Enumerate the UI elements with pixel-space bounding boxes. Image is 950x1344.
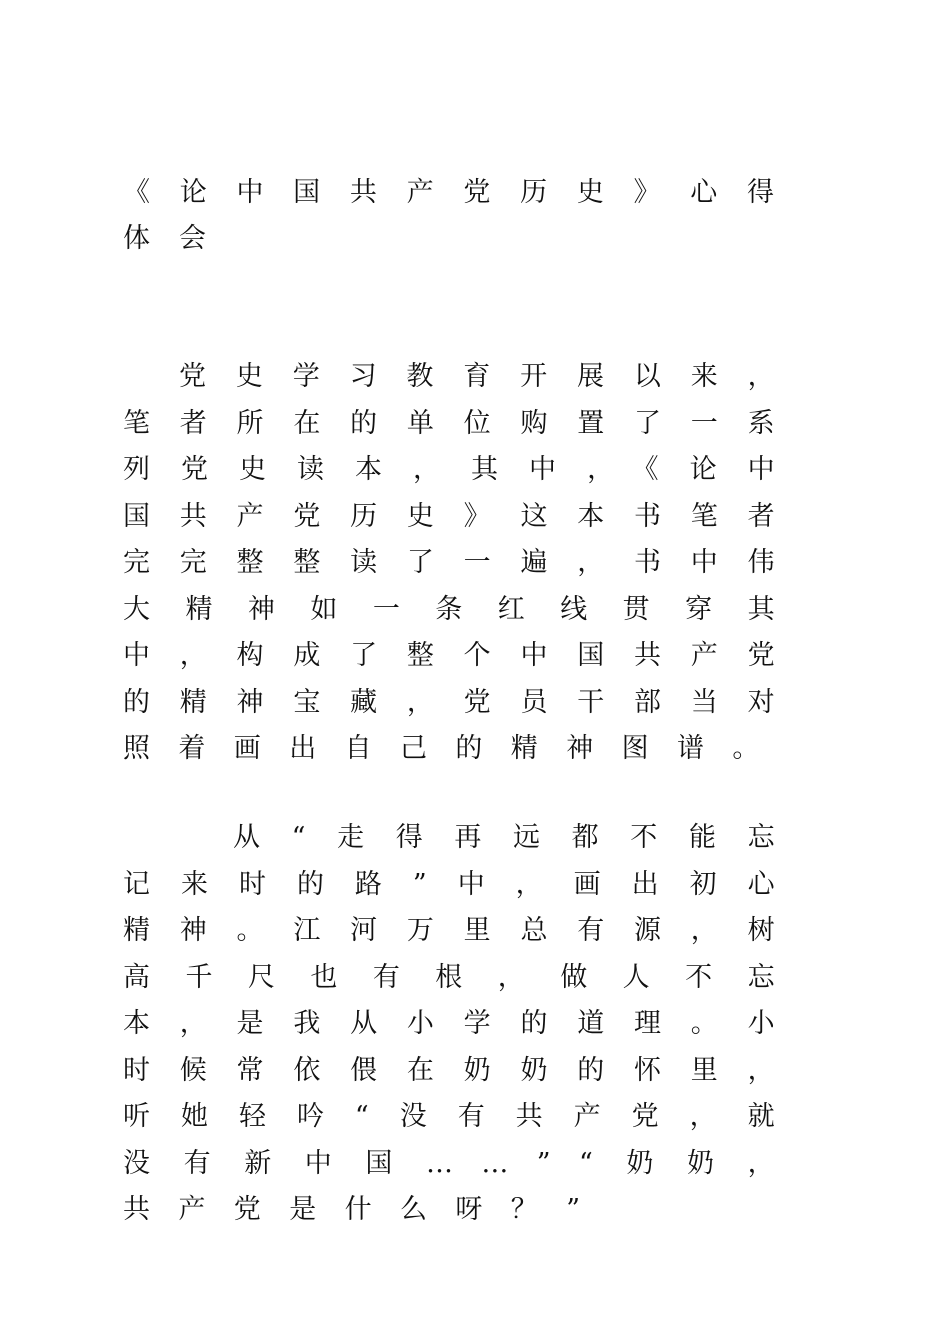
paragraph-1: 党史学习教育开展以来，笔者所在的单位购置了一系列党史读本，其中，《论中国共产党历史》这本书笔者完完整整读了一遍，书中伟大精神如一条红线贯穿其中，构成了整个中国共产党的精神宝藏，党员干部当对照着画出自己的精神图谱。 — [123, 361, 803, 764]
document-title: 《论中国共产党历史》心得体会 — [123, 177, 803, 254]
paragraph-2: 从“走得再远都不能忘记来时的路”中，画出初心精神。江河万里总有源，树高千尺也有根，做人不忘本，是我从小学的道理。小时候常依偎在奶奶的怀里，听她轻吟“没有共产党，就没有新中国……”“奶奶，共产党是什么呀？” — [123, 822, 803, 1225]
